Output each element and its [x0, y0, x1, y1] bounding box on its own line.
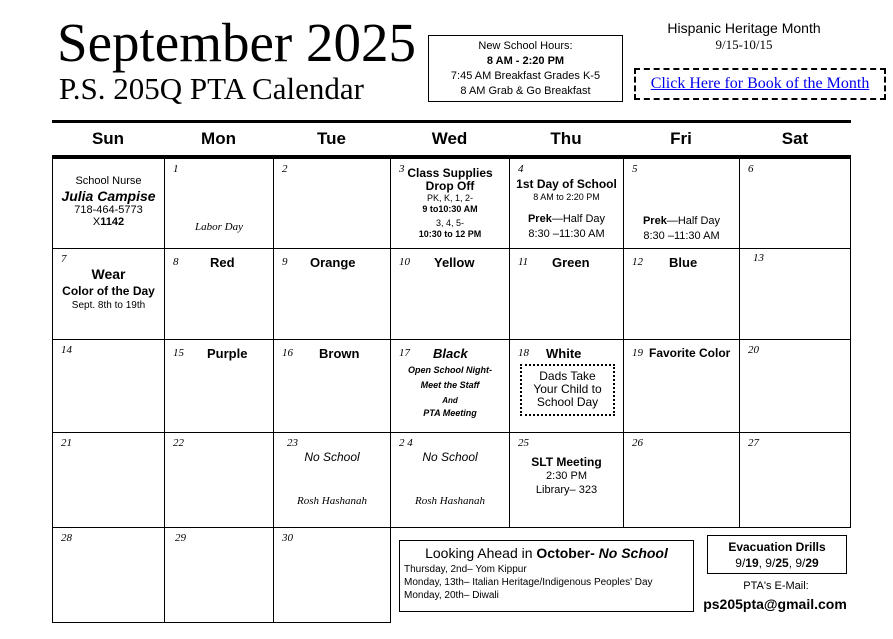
header-fri: Fri [670, 129, 692, 148]
heritage-month-notice [640, 19, 848, 52]
day-number-17: 17 [399, 347, 410, 359]
cell-day-1 [164, 158, 274, 249]
day-number-9: 9 [282, 256, 288, 268]
calendar-subtitle: P.S. 205Q PTA Calendar [59, 71, 364, 106]
supplies-group-1: PK, K, 1, 2- [426, 193, 474, 203]
color-of-day-range: Sept. 8th to 19th [71, 300, 146, 311]
pta-meeting-label: PTA Meeting [423, 408, 477, 418]
cell-day-26 [623, 432, 740, 528]
first-day-title: 1st Day of School [516, 177, 617, 191]
half-day-label-5: —Half Day [666, 215, 721, 227]
cell-day-23 [273, 432, 391, 528]
no-school-23: No School [304, 450, 360, 464]
day-number-25: 25 [518, 437, 529, 449]
pta-email-label: PTA's E-Mail: [743, 580, 809, 592]
drill-sep-1: , 9/ [758, 556, 776, 570]
rosh-hashanah-23: Rosh Hashanah [297, 495, 367, 507]
cell-day-18 [509, 339, 624, 433]
looking-ahead-line2: Monday, 13th– Italian Heritage/Indigenous Peoples' Day [404, 577, 653, 588]
pta-email-address[interactable]: ps205pta@gmail.com [703, 596, 847, 612]
school-hours-box [428, 35, 623, 102]
cell-day-25 [509, 432, 624, 528]
color-of-day-label: Color of the Day [62, 284, 155, 298]
day-number-27: 27 [748, 437, 759, 449]
color-purple: Purple [207, 346, 248, 361]
supplies-title-1: Class Supplies [407, 166, 493, 180]
cell-day-21 [52, 432, 165, 528]
day-number-10: 10 [399, 256, 410, 268]
day-number-23: 23 [287, 437, 298, 449]
day-number-21: 21 [61, 437, 72, 449]
header-wed: Wed [431, 129, 468, 148]
first-day-time: 8 AM to 2:20 PM [533, 192, 600, 202]
cell-day-12 [623, 248, 740, 340]
cell-day-8 [164, 248, 274, 340]
book-of-month-box [634, 68, 886, 100]
cell-day-15 [164, 339, 274, 433]
open-school-night-label: Open School Night- [408, 365, 492, 375]
cell-day-17 [390, 339, 510, 433]
color-white: White [546, 346, 582, 361]
color-red: Red [210, 255, 235, 270]
meet-staff-label: Meet the Staff [420, 380, 480, 390]
drill-date-2: 25 [775, 556, 789, 570]
cell-day-20 [739, 339, 851, 433]
day-number-19: 19 [632, 347, 643, 359]
prek-label-4: Prek [527, 213, 552, 225]
day-number-14: 14 [61, 344, 72, 356]
day-number-3: 3 [399, 163, 405, 175]
day-number-13: 13 [753, 252, 764, 264]
hours-line1: 7:45 AM Breakfast Grades K-5 [450, 70, 601, 82]
cell-day-14 [52, 339, 165, 433]
color-favorite: Favorite Color [649, 346, 731, 360]
cell-day-24 [390, 432, 510, 528]
looking-ahead-month: October- [536, 545, 595, 561]
drill-sep-2: , 9/ [788, 556, 806, 570]
prek-label-5: Prek [642, 215, 667, 227]
looking-ahead-box [399, 540, 694, 612]
day-number-30: 30 [282, 532, 293, 544]
header-sat: Sat [781, 129, 809, 148]
cell-day-6 [739, 158, 851, 249]
half-day-label-4: —Half Day [551, 213, 606, 225]
day-number-12: 12 [632, 256, 643, 268]
and-label: And [442, 396, 458, 405]
looking-ahead-line1: Thursday, 2nd– Yom Kippur [404, 564, 527, 575]
day-number-20: 20 [748, 344, 759, 356]
calendar-month-title: September 2025 [57, 12, 416, 73]
dads-day-line2: Your Child to [533, 382, 602, 396]
weekday-header [52, 123, 851, 158]
nurse-ext-prefix: X [92, 216, 101, 228]
color-brown: Brown [319, 346, 360, 361]
day-number-29: 29 [175, 532, 186, 544]
day-number-1: 1 [173, 163, 179, 175]
looking-ahead-intro: Looking Ahead in [425, 545, 537, 561]
header-tue: Tue [317, 129, 346, 148]
dads-day-line1: Dads Take [539, 369, 596, 383]
cell-day-7 [52, 248, 165, 340]
evacuation-drills-box [707, 535, 847, 574]
cell-day-4 [509, 158, 624, 249]
heritage-dates: 9/15-10/15 [715, 37, 773, 52]
cell-day-29 [164, 527, 274, 623]
header-thu: Thu [550, 129, 582, 148]
day-number-16: 16 [282, 347, 293, 359]
day-number-6: 6 [748, 163, 754, 175]
supplies-time-2: 10:30 to 12 PM [418, 229, 482, 239]
cell-day-19 [623, 339, 740, 433]
drill-date-1: 19 [745, 556, 759, 570]
drill-date-1-prefix: 9/ [735, 556, 746, 570]
day-number-11: 11 [518, 256, 529, 268]
supplies-time-1: 9 to10:30 AM [422, 204, 478, 214]
cell-day-30 [273, 527, 391, 623]
header-mon: Mon [201, 129, 236, 148]
dads-day-box [520, 364, 615, 416]
day-number-2: 2 [282, 163, 288, 175]
cell-day-10 [390, 248, 510, 340]
slt-meeting-time: 2:30 PM [546, 470, 587, 482]
cell-day-13 [739, 248, 851, 340]
dads-day-line3: School Day [536, 395, 599, 409]
wear-label: Wear [91, 266, 126, 282]
day-number-28: 28 [61, 532, 72, 544]
day-number-8: 8 [173, 256, 179, 268]
hours-time: 8 AM - 2:20 PM [486, 55, 565, 67]
color-blue: Blue [669, 255, 698, 270]
slt-meeting-title: SLT Meeting [531, 455, 602, 469]
supplies-title-2: Drop Off [425, 179, 475, 193]
day-number-24: 2 4 [399, 437, 413, 449]
cell-day-5 [623, 158, 740, 249]
header-sun: Sun [91, 129, 125, 148]
supplies-group-2: 3, 4, 5- [435, 218, 464, 228]
labor-day-note: Labor Day [195, 221, 243, 233]
hours-heading: New School Hours: [478, 40, 573, 52]
rosh-hashanah-24: Rosh Hashanah [415, 495, 485, 507]
day-number-7: 7 [61, 253, 67, 265]
cell-nurse [52, 158, 165, 249]
cell-day-9 [273, 248, 391, 340]
half-day-time-4: 8:30 –11:30 AM [528, 228, 605, 240]
cell-day-27 [739, 432, 851, 528]
no-school-24: No School [422, 450, 478, 464]
evacuation-drills-title: Evacuation Drills [728, 540, 826, 554]
day-number-22: 22 [173, 437, 184, 449]
drill-date-3: 29 [805, 556, 819, 570]
hours-line2: 8 AM Grab & Go Breakfast [460, 85, 591, 97]
cell-day-11 [509, 248, 624, 340]
heritage-title: Hispanic Heritage Month [667, 20, 821, 36]
nurse-name: Julia Campise [61, 188, 156, 204]
slt-meeting-place: Library– 323 [535, 484, 598, 496]
day-number-18: 18 [518, 347, 529, 359]
color-yellow: Yellow [434, 255, 475, 270]
cell-day-16 [273, 339, 391, 433]
cell-day-22 [164, 432, 274, 528]
cell-day-3 [390, 158, 510, 249]
nurse-label: School Nurse [75, 175, 142, 187]
book-of-month-link[interactable]: Click Here for Book of the Month [650, 75, 870, 92]
day-number-5: 5 [632, 163, 638, 175]
day-number-26: 26 [632, 437, 643, 449]
color-black: Black [433, 346, 468, 361]
color-green: Green [552, 255, 590, 270]
looking-ahead-no-school: No School [594, 545, 668, 561]
half-day-time-5: 8:30 –11:30 AM [643, 230, 720, 242]
cell-day-28 [52, 527, 165, 623]
cell-day-2 [273, 158, 391, 249]
nurse-phone: 718-464-5773 [74, 204, 143, 216]
nurse-ext: 1142 [100, 216, 125, 228]
looking-ahead-line3: Monday, 20th– Diwali [404, 590, 499, 601]
day-number-15: 15 [173, 347, 184, 359]
day-number-4: 4 [518, 163, 524, 175]
color-orange: Orange [310, 255, 356, 270]
